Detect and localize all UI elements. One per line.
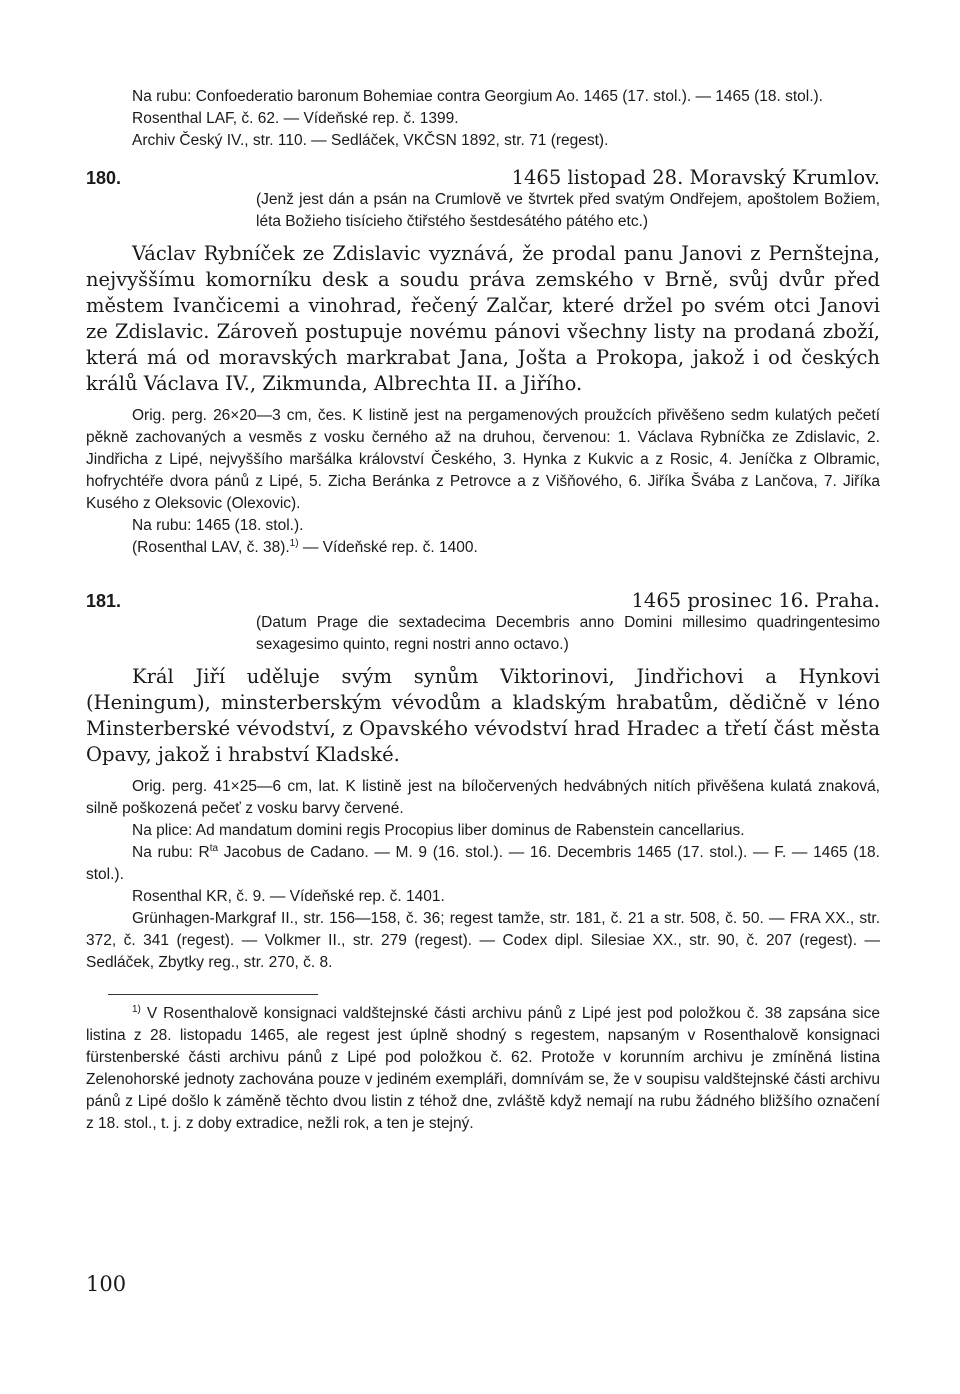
rubu-prefix: Na rubu: R (132, 844, 210, 861)
footnote-text: V Rosenthalově konsignaci valdštejnské části archivu pánů z Lipé jest pod položkou č. 38 zapsána sice listina z 28. listopadu 1465, ale regest jest úplně shodný s regestem, napsaným v Rosenthalově konsignaci fürstenberské části archivu pánů z Lipé pod položkou č. 62. Protože v korunním archivu je zmíněná listina Zelenohorské jednoty zachována pouze v jediném exempláři, domnívám se, že v soupisu valdštejnské části archivu pánů z Lipé došlo k záměně těchto dvou listin z téhož dne, zvláště když nemají na rubu žádného bližšího označení z 18. stol., t. j. z doby extradice, nežli rok, a ten je stejný. (86, 1005, 880, 1132)
entry-regest: Václav Rybníček ze Zdislavic vyznává, že prodal panu Janovi z Pernštejna, nejvyššímu komorníku desk a soudu práva zemského v Brně, svůj dvůr před městem Ivančicemi a vinohrad, řečený Zalčar, které držel po svém otci Janovi ze Zdislavic. Zároveň postupuje novému pánovi všechny listy na prodaná zboží, která má od moravských markrabat Jana, Jošta a Prokopa, jakož i od českých králů Václava IV., Zikmunda, Albrechta II. a Jiřího. (86, 242, 880, 395)
entry-original-description: Orig. perg. 41×25—6 cm, lat. K listině jest na bíločervených hedvábných nitích přivěšena kulatá znaková, silně poškozená pečeť z vosku barvy červené. (86, 778, 880, 817)
entry-original-description: Orig. perg. 26×20—3 cm, čes. K listině jest na pergamenových proužcích přivěšeno sedm kulatých pečetí pěkně zachovaných a vesměs z vosku černého až na druhou, červenou: 1. Václava Rybníčka ze Zdislavic, 2. Jindřicha z Lipé, nejvyššího maršálka království Českého, 3. Hynka z Kukvic a z Rosic, 4. Jeníčka z Olbramic, hofrychtéře dvora pánů z Lipé, 5. Zicha Beránka z Petrovce a z Višňového, 6. Jiříka Švába z Lančova, 7. Jiříka Kusého z Oleksovic (Olexovic). (86, 407, 880, 512)
rosenthal-note: Rosenthal LAF, č. 62. — Vídeňské rep. č. 1399. (132, 110, 459, 127)
reference-rosenthal: (Rosenthal LAV, č. 38). (132, 539, 290, 556)
entry-180 (86, 166, 880, 559)
entry-date-place: 1465 prosinec 16. Praha. (631, 589, 880, 612)
page-number: 100 (86, 1272, 127, 1296)
entry-references (86, 537, 880, 559)
footnote-divider (108, 994, 318, 995)
preceding-entry-notes (86, 86, 880, 152)
document-page (86, 86, 880, 1135)
rubu-superscript: ta (209, 842, 219, 854)
entry-literature: Grünhagen-Markgraf II., str. 156—158, č. 36; regest tamže, str. 181, č. 21 a str. 508, č. 50. — FRA XX., str. 372, č. 341 (regest). — Volkmer II., str. 279 (regest). — Codex dipl. Silesiae XX., str. 90, č. 207 (regest). — Sedláček, Zbytky reg., str. 270, č. 8. (86, 910, 880, 971)
footnote-reference: 1) (289, 537, 299, 549)
rubu-note: Na rubu: Confoederatio baronum Bohemiae contra Georgium Ao. 1465 (17. stol.). — 1465 (18. stol.). (132, 88, 823, 105)
entry-date-place: 1465 listopad 28. Moravský Krumlov. (511, 166, 880, 189)
archiv-note: Archiv Český IV., str. 110. — Sedláček, VKČSN 1892, str. 71 (regest). (132, 132, 609, 149)
entry-rosenthal-note: Rosenthal KR, č. 9. — Vídeňské rep. č. 1401. (132, 888, 445, 905)
entry-regest: Král Jiří uděluje svým synům Viktorinovi, Jindřichovi a Hynkovi (Heningum), minsterberským vévodům a kladským hrabatům, dědičně v léno Minsterberské vévodství, z Opavského vévodství hrad Hradec a třetí část města Opavy, jakož i hrabství Kladské. (86, 665, 880, 766)
rubu-text: Jacobus de Cadano. — M. 9 (16. stol.). — 16. Decembris 1465 (17. stol.). — F. — 1465 (18. stol.). (86, 844, 880, 883)
entry-rubu-note: Na rubu: 1465 (18. stol.). (132, 517, 304, 534)
footnote (86, 1003, 880, 1135)
entry-plice-note: Na plice: Ad mandatum domini regis Procopius liber dominus de Rabenstein cancellarius. (132, 822, 745, 839)
entry-datum: (Datum Prage die sextadecima Decembris anno Domini millesimo quadringentesimo sexagesimo quinto, regni nostri anno octavo.) (256, 614, 880, 653)
entry-number: 181. (86, 591, 122, 611)
footnote-mark: 1) (132, 1003, 141, 1015)
entry-181 (86, 589, 880, 974)
reference-viden: — Vídeňské rep. č. 1400. (298, 539, 478, 556)
entry-rubu-note (86, 842, 880, 886)
entry-datum: (Jenž jest dán a psán na Crumlově ve štvrtek před svatým Ondřejem, apoštolem Božiem, léta Božieho tisícieho čtiřstého šestdesátého pátého etc.) (256, 191, 880, 230)
entry-number: 180. (86, 168, 122, 188)
